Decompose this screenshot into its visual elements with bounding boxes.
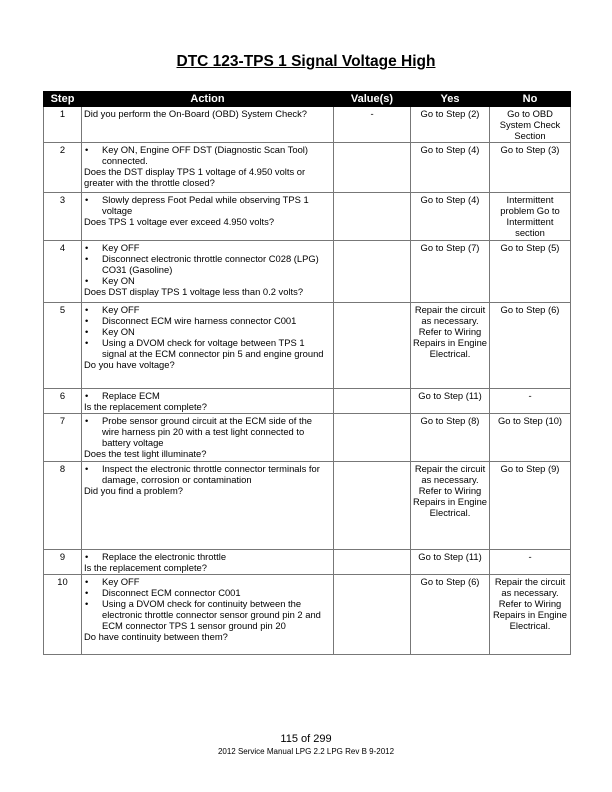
action-bullet: • Key ON, Engine OFF DST (Diagnostic Scan Tool) connected. [84, 144, 331, 166]
value-cell [334, 575, 411, 655]
step-number: 8 [44, 462, 82, 550]
action-question: Is the replacement complete? [84, 562, 207, 573]
action-cell [82, 143, 334, 193]
table-row [44, 414, 571, 462]
step-number: 4 [44, 241, 82, 303]
value-cell [334, 193, 411, 241]
value-cell: - [334, 107, 411, 143]
no-cell: Repair the circuit as necessary. Refer to Wiring Repairs in Engine Electrical. [490, 575, 571, 655]
action-bullet: • Disconnect ECM wire harness connector C001 [84, 315, 331, 326]
action-bullet: • Probe sensor ground circuit at the ECM side of the wire harness pin 20 with a test light connected to battery voltage [84, 415, 331, 448]
action-question: Does DST display TPS 1 voltage less than 0.2 volts? [84, 286, 304, 297]
action-question: Do have continuity between them? [84, 631, 228, 642]
yes-cell: Go to Step (11) [411, 550, 490, 575]
table-row [44, 303, 571, 389]
action-question: Did you find a problem? [84, 485, 184, 496]
action-cell [82, 462, 334, 550]
table-row [44, 575, 571, 655]
table-row [44, 550, 571, 575]
no-cell: Go to Step (6) [490, 303, 571, 389]
no-cell: Go to Step (10) [490, 414, 571, 462]
yes-cell: Go to Step (7) [411, 241, 490, 303]
yes-cell: Go to Step (11) [411, 389, 490, 414]
no-cell: Go to Step (5) [490, 241, 571, 303]
action-question: Does the DST display TPS 1 voltage of 4.950 volts or greater with the throttle closed? [84, 166, 306, 188]
action-bullet: • Replace the electronic throttle [84, 551, 331, 562]
action-cell [82, 193, 334, 241]
table-row [44, 143, 571, 193]
table-row [44, 107, 571, 143]
manual-reference: 2012 Service Manual LPG 2.2 LPG Rev B 9-2012 [217, 747, 395, 756]
header-step: Step [44, 92, 82, 107]
action-cell [82, 303, 334, 389]
step-number: 2 [44, 143, 82, 193]
action-bullet: • Slowly depress Foot Pedal while observing TPS 1 voltage [84, 194, 331, 216]
yes-cell: Go to Step (8) [411, 414, 490, 462]
value-cell [334, 241, 411, 303]
no-cell: Intermittent problem Go to Intermittent section [490, 193, 571, 241]
action-bullet-list [84, 576, 331, 631]
action-bullet: • Disconnect electronic throttle connector C028 (LPG) CO31 (Gasoline) [84, 253, 331, 275]
header-no: No [490, 92, 571, 107]
page-title: DTC 123-TPS 1 Signal Voltage High [176, 53, 436, 70]
value-cell [334, 143, 411, 193]
yes-cell: Go to Step (6) [411, 575, 490, 655]
action-bullet-list [84, 551, 331, 562]
action-question: Do you have voltage? [84, 359, 175, 370]
action-bullet: • Key OFF [84, 242, 331, 253]
action-bullet-list [84, 144, 331, 166]
no-cell: - [490, 389, 571, 414]
value-cell [334, 462, 411, 550]
diagnostic-table [43, 91, 571, 655]
action-bullet-list [84, 304, 331, 359]
action-bullet: • Key OFF [84, 576, 331, 587]
action-bullet: • Key ON [84, 326, 331, 337]
value-cell [334, 414, 411, 462]
step-number: 7 [44, 414, 82, 462]
action-bullet-list [84, 194, 331, 216]
action-cell [82, 241, 334, 303]
action-question: Does TPS 1 voltage ever exceed 4.950 volts? [84, 216, 275, 227]
yes-cell: Repair the circuit as necessary. Refer to Wiring Repairs in Engine Electrical. [411, 462, 490, 550]
action-cell [82, 550, 334, 575]
yes-cell: Go to Step (4) [411, 143, 490, 193]
yes-cell: Go to Step (4) [411, 193, 490, 241]
step-number: 3 [44, 193, 82, 241]
action-cell [82, 575, 334, 655]
header-action: Action [82, 92, 334, 107]
action-cell [82, 389, 334, 414]
action-bullet-list [84, 390, 331, 401]
action-question: Did you perform the On-Board (OBD) System Check? [84, 108, 307, 119]
action-bullet-list [84, 415, 331, 448]
no-cell: Go to Step (3) [490, 143, 571, 193]
action-bullet: • Inspect the electronic throttle connector terminals for damage, corrosion or contamination [84, 463, 331, 485]
no-cell: Go to OBD System Check Section [490, 107, 571, 143]
action-bullet: • Using a DVOM check for voltage between TPS 1 signal at the ECM connector pin 5 and engine ground [84, 337, 331, 359]
action-bullet: • Disconnect ECM connector C001 [84, 587, 331, 598]
value-cell [334, 550, 411, 575]
action-question: Does the test light illuminate? [84, 448, 207, 459]
no-cell: Go to Step (9) [490, 462, 571, 550]
action-question: Is the replacement complete? [84, 401, 207, 412]
step-number: 5 [44, 303, 82, 389]
yes-cell: Repair the circuit as necessary. Refer to Wiring Repairs in Engine Electrical. [411, 303, 490, 389]
value-cell [334, 389, 411, 414]
no-cell: - [490, 550, 571, 575]
table-row [44, 389, 571, 414]
step-number: 6 [44, 389, 82, 414]
value-cell [334, 303, 411, 389]
table-row [44, 193, 571, 241]
table-header-row [44, 92, 571, 107]
step-number: 10 [44, 575, 82, 655]
action-bullet: • Using a DVOM check for continuity between the electronic throttle connector sensor ground pin 2 and ECM connector TPS 1 sensor ground pin 20 [84, 598, 331, 631]
action-cell [82, 107, 334, 143]
yes-cell: Go to Step (2) [411, 107, 490, 143]
action-bullet: • Key ON [84, 275, 331, 286]
action-cell [82, 414, 334, 462]
action-bullet: • Replace ECM [84, 390, 331, 401]
step-number: 9 [44, 550, 82, 575]
header-values: Value(s) [334, 92, 411, 107]
action-bullet-list [84, 463, 331, 485]
table-row [44, 462, 571, 550]
page-number: 115 of 299 [280, 733, 332, 745]
action-bullet-list [84, 242, 331, 286]
table-row [44, 241, 571, 303]
header-yes: Yes [411, 92, 490, 107]
step-number: 1 [44, 107, 82, 143]
action-bullet: • Key OFF [84, 304, 331, 315]
